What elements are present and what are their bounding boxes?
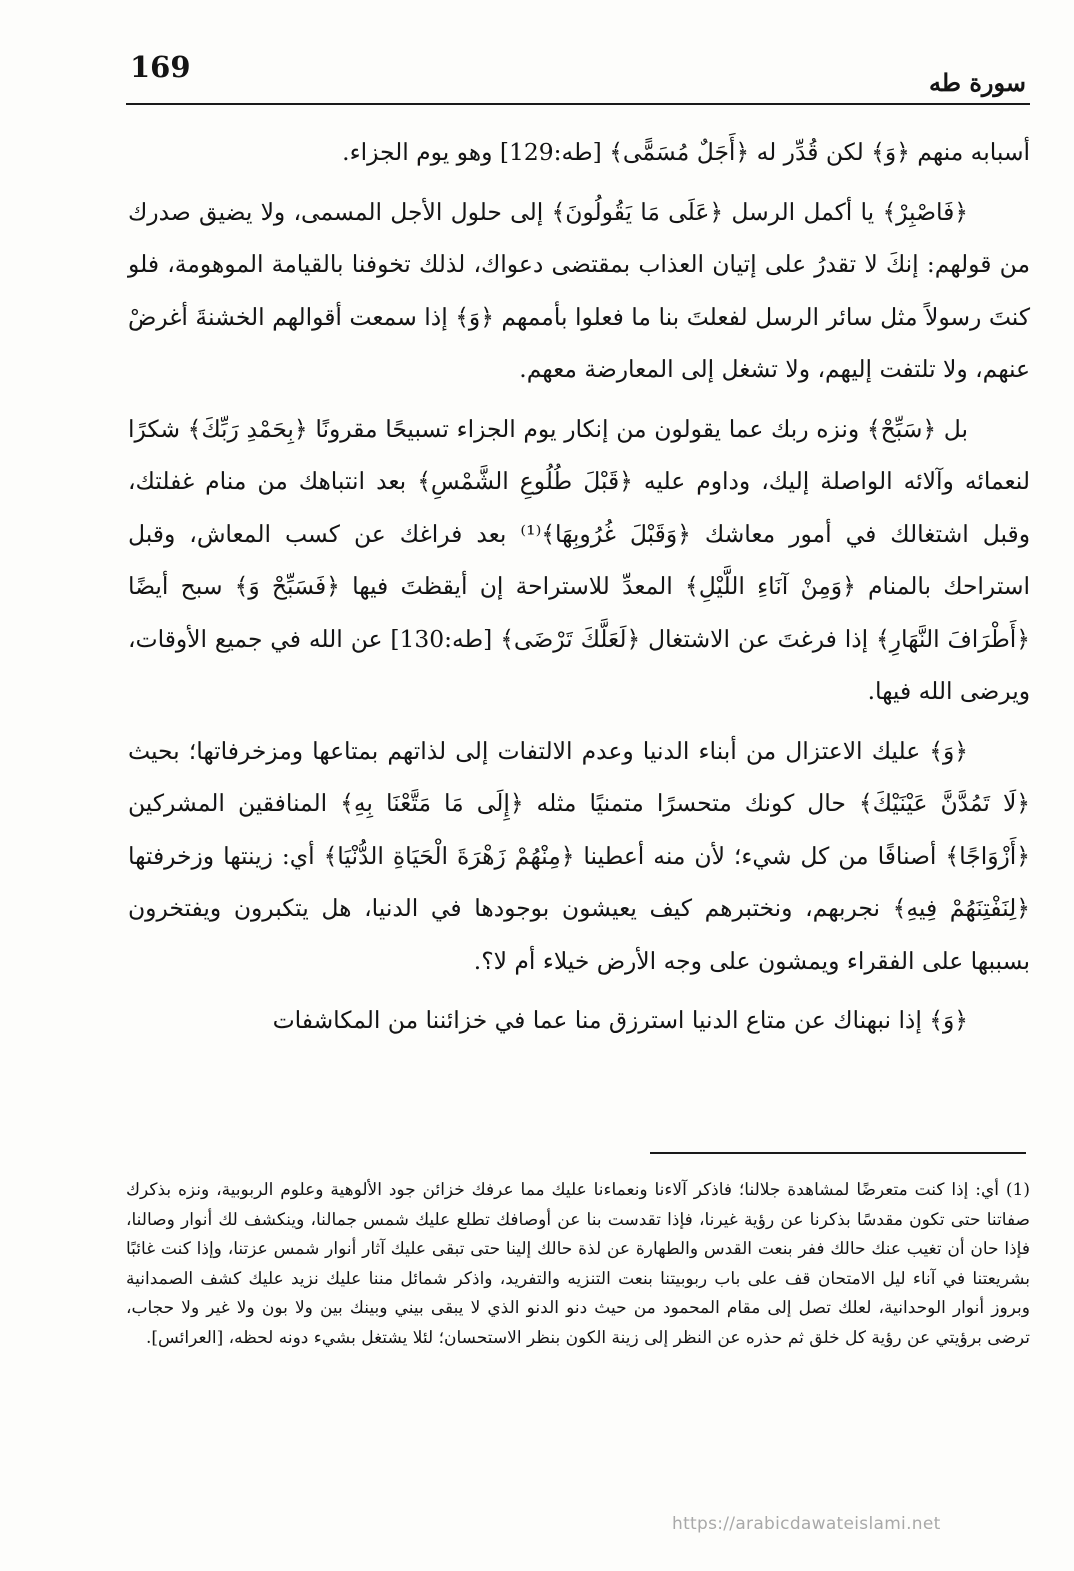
paragraph-2: ﴿فَاصْبِرْ﴾ يا أكمل الرسل ﴿عَلَى مَا يَقُولُونَ﴾ إلى حلول الأجل المسمى، ولا يضيق صدرك من قولهم: إنكَ لا تقدرُ على إتيان العذاب بمقتضى دعواك، لذلك تخوفنا بالقيامة الموهومة، فلو كنتَ رسولاً مثل سائر الرسل لفعلتَ بنا ما فعلوا بأممهم ﴿وَ﴾ إذا سمعت أقوالهم الخشنةَ أغرضْ عنهم، ولا تلتفت إليهم، ولا تشغل إلى المعارضة معهم. <box>128 197 1030 383</box>
watermark-url: https://arabicdawateislami.net <box>672 1514 941 1534</box>
paragraph-5: ﴿وَ﴾ إذا نبهناك عن متاع الدنيا استرزق منا عما في خزائننا من المكاشفات <box>272 1006 968 1034</box>
page-header <box>126 50 1030 98</box>
paragraph-4: ﴿وَ﴾ عليك الاعتزال من أبناء الدنيا وعدم الالتفات إلى لذاتهم بمتاعها ومزخرفاتها؛ بحيث ﴿لَا تَمُدَّنَّ عَيْنَيْكَ﴾ حال كونك متحسرًا متمنيًا مثله ﴿إِلَى مَا مَتَّعْنَا بِهِ﴾ المنافقين المشركين ﴿أَزْوَاجًا﴾ أصنافًا من كل شيء؛ لأن منه أعطينا ﴿مِنْهُمْ زَهْرَةَ الْحَيَاةِ الدُّنْيَا﴾ أي: زينتها وزخرفتها ﴿لِنَفْتِنَهُمْ فِيهِ﴾ نجربهم، ونختبرهم كيف يعيشون بوجودها في الدنيا، هل يتكبرون ويفتخرون بسببها على الفقراء ويمشون على وجه الأرض خيلاء أم لا؟. <box>128 736 1030 975</box>
paragraph-1: أسبابه منهم ﴿وَ﴾ لكن قُدِّر له ﴿أَجَلٌ مُسَمًّى﴾ [طه:129] وهو يوم الجزاء. <box>342 138 1030 166</box>
footnote-text: (1) أي: إذا كنت متعرضًا لمشاهدة جلالنا؛ فاذكر آلاءنا ونعماءنا عليك مما عرفك خزائن جود الألوهية وعلوم الربوبية، ونزه بذكرك صفاتنا حتى تكون مقدسًا بذكرنا عن رؤية غيرنا، فإذا تقدست بنا عن أوصافك تطلع عليك شمس جمالنا، وينكشف لك أنوار وصالنا، فإذا حان أن تغيب عنك حالك ففر بنعت القدس والطهارة عن لذة حالك إلينا حتى تبقى عليك آثار أنوار شمس عزتنا، وإذا كنت غائبًا بشريعتنا في آناء ليل الامتحان قف على باب ربوبيتنا بنعت التنزيه والتفريد، واذكر شمائل مننا عليك نزيد عليك كشف الصمدانية وبروز أنوار الوحدانية، لعلك تصل إلى مقام المحمود من حيث دنو الدنو الذي لا يبقى بيني وبينك بين ولا بون ولا غير ولا حجاب، ترضى برؤيتي عن رؤية كل خلق ثم حذره عن النظر إلى زينة الكون بنظر الاستحسان؛ لئلا يشتغل بشيء دونه لحظه، [العرائس]. <box>126 1180 1030 1348</box>
header-divider <box>126 103 1030 105</box>
page-number: 169 <box>130 50 191 84</box>
main-text <box>128 126 1030 1054</box>
surah-name: سورة طه <box>929 68 1026 97</box>
footnote <box>126 1176 1030 1353</box>
paragraph-3: بل ﴿سَبِّحْ﴾ ونزه ربك عما يقولون من إنكار يوم الجزاء تسبيحًا مقرونًا ﴿بِحَمْدِ رَبِّكَ﴾ شكرًا لنعمائه وآلائه الواصلة إليك، وداوم عليه ﴿قَبْلَ طُلُوعِ الشَّمْسِ﴾ بعد انتباهك من منام غفلتك، وقبل اشتغالك في أمور معاشك ﴿وَقَبْلَ غُرُوبِهَا﴾⁽¹⁾ بعد فراغك عن كسب المعاش، وقبل استراحك بالمنام ﴿وَمِنْ آنَاءِ اللَّيْلِ﴾ المعدِّ للاستراحة إن أيقظتَ فيها ﴿فَسَبِّحْ وَ﴾ سبح أيضًا ﴿أَطْرَافَ النَّهَارِ﴾ إذا فرغتَ عن الاشتغال ﴿لَعَلَّكَ تَرْضَى﴾ [طه:130] عن الله في جميع الأوقات، ويرضى الله فيها. <box>128 414 1030 705</box>
footnote-divider <box>650 1152 1026 1154</box>
